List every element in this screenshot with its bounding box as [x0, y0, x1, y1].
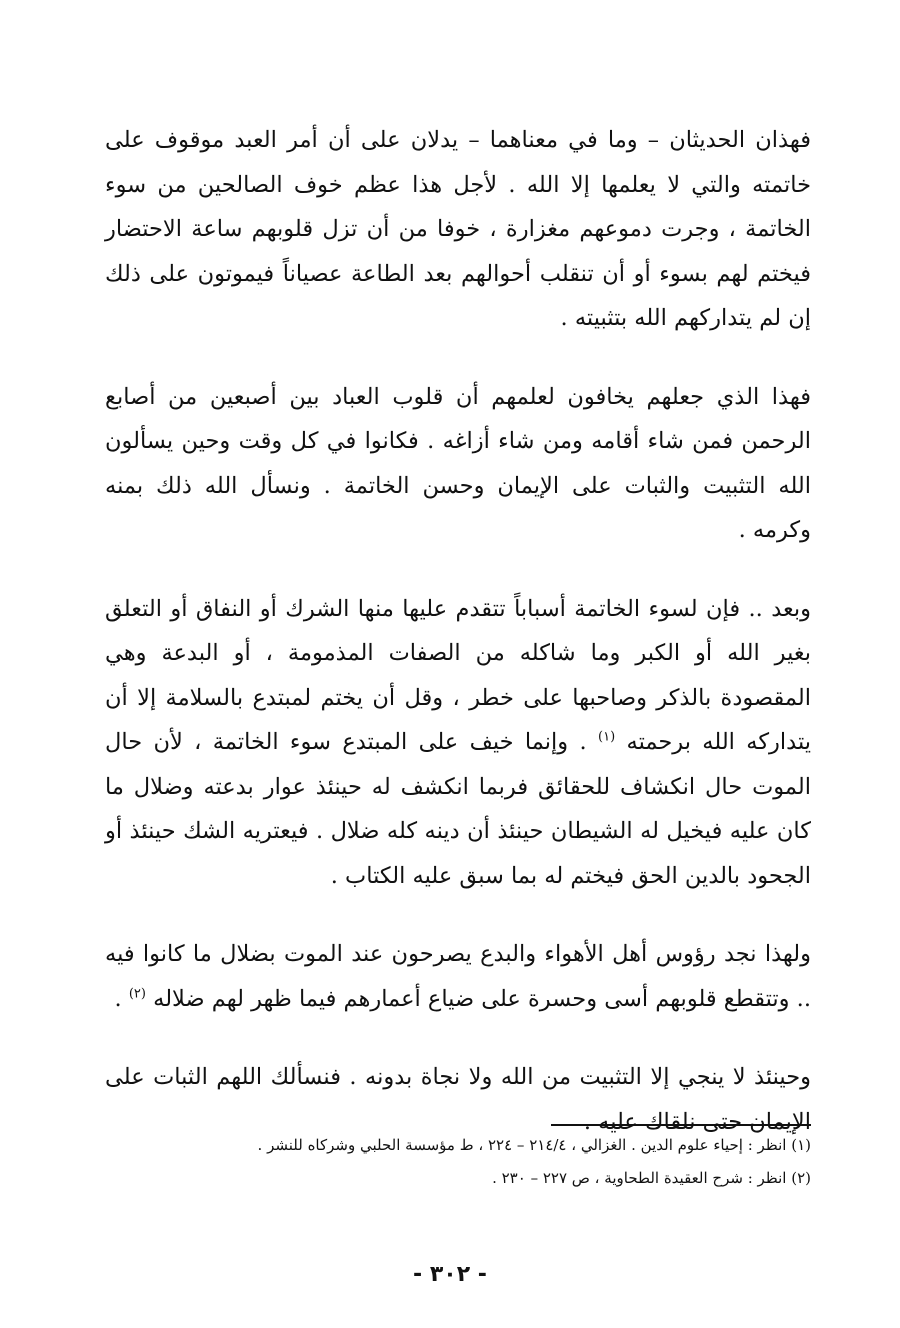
paragraph-4	[105, 932, 811, 1021]
paragraph-1: فهذان الحديثان – وما في معناهما – يدلان على أن أمر العبد موقوف على خاتمته والتي لا يعلمها إلا الله . لأجل هذا عظم خوف الصالحين من سوء الخاتمة ، وجرت دموعهم مغزارة ، خوفا من أن تزل قلوبهم ساعة الاحتضار فيختم لهم بسوء أو أن تنقلب أحوالهم بعد الطاعة عصياناً فيموتون على ذلك إن لم يتداركهم الله بتثبيته .	[105, 127, 811, 331]
paragraph-3	[105, 587, 811, 899]
main-text	[105, 118, 811, 1144]
footnote-ref-1: (١)	[598, 729, 616, 745]
paragraph-4-text-a: ولهذا نجد رؤوس أهل الأهواء والبدع يصرحون عند الموت بضلال ما كانوا فيه .. وتتقطع قلوبهم أسى وحسرة على ضياع أعمارهم فيما ظهر لهم ضلاله	[105, 941, 811, 1012]
paragraph-3-text-b: . وإنما خيف على المبتدع سوء الخاتمة ، لأن حال الموت حال انكشاف للحقائق فربما انكشف له حينئذ عوار بدعته وضلال ما كان عليه فيخيل له الشيطان حينئذ أن دينه كله ضلال . فيعتريه الشك حينئذ أو الجحود بالدين الحق فيختم له بما سبق عليه الكتاب .	[105, 729, 811, 889]
footnote-2: (٢) انظر : شرح العقيدة الطحاوية ، ص ٢٢٧ – ٢٣٠ .	[492, 1169, 811, 1187]
paragraph-4-text-b: .	[114, 985, 122, 1012]
page-number: - ٣٠٢ -	[413, 1262, 487, 1287]
paragraph-5: وحينئذ لا ينجي إلا التثبيت من الله ولا نجاة بدونه . فنسألك اللهم الثبات على الإيمان حتى نلقاك عليه .	[105, 1064, 811, 1135]
paragraph-3-text-a: وبعد .. فإن لسوء الخاتمة أسباباً تتقدم عليها منها الشرك أو النفاق أو التعلق بغير الله أو الكبر وما شاكله من الصفات المذمومة ، أو البدعة وهي المقصودة بالذكر وصاحبها على خطر ، وقل أن يختم لمبتدع بالسلامة إلا أن يتداركه الله برحمته	[105, 595, 812, 755]
paragraph-2: فهذا الذي جعلهم يخافون لعلمهم أن قلوب العباد بين أصبعين من أصابع الرحمن فمن شاء أقامه ومن شاء أزاغه . فكانوا في كل وقت وحين يسألون الله التثبيت والثبات على الإيمان وحسن الخاتمة . ونسأل الله ذلك بمنه وكرمه .	[105, 383, 811, 543]
footnote-divider	[551, 1124, 811, 1126]
footnotes	[105, 1132, 811, 1198]
footnote-ref-2: (٢)	[128, 986, 146, 1001]
footnote-1: (١) انظر : إحياء علوم الدين . الغزالي ، ٢١٤/٤ – ٢٢٤ ، ط مؤسسة الحلبي وشركاه للنشر .	[257, 1136, 811, 1154]
